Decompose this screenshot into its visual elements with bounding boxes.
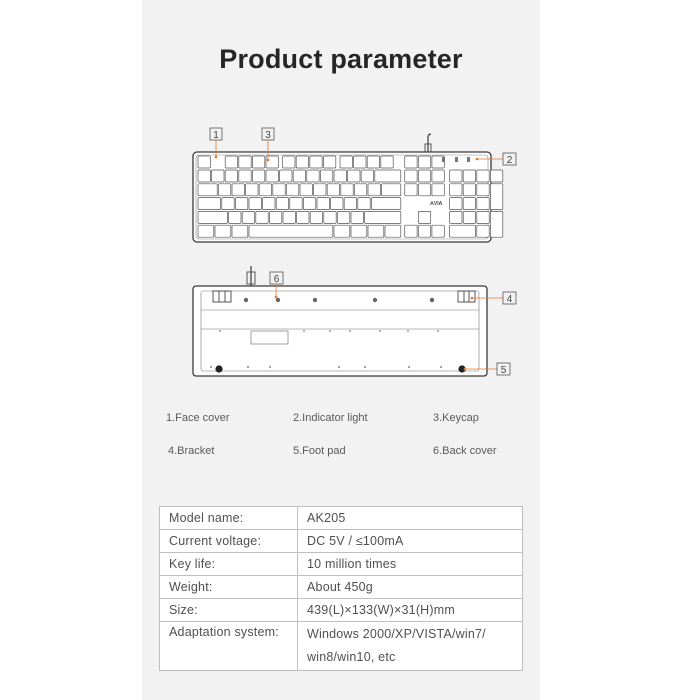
keycap [463, 170, 475, 182]
back-cover [193, 286, 487, 376]
keycap [293, 170, 305, 182]
keycap [324, 211, 336, 223]
keycap [249, 225, 333, 237]
keycap [323, 156, 335, 168]
keycap [344, 198, 356, 210]
keycap [212, 170, 224, 182]
keycap [381, 156, 393, 168]
spec-value [298, 622, 523, 671]
keycap [317, 198, 329, 210]
keycap [385, 225, 401, 237]
keycap [303, 198, 315, 210]
table-row [160, 576, 523, 599]
keycap [259, 184, 271, 196]
keycap [371, 198, 400, 210]
keycap [246, 184, 258, 196]
spec-value: About 450g [298, 576, 523, 599]
spec-value-line: win8/win10, etc [307, 650, 396, 664]
keycap [477, 170, 489, 182]
keycap [477, 211, 489, 223]
keycap [341, 184, 353, 196]
spec-label: Size: [160, 599, 298, 622]
keycap [222, 198, 234, 210]
foot-pad-left [215, 365, 222, 372]
legend-keycap: 3.Keycap [433, 412, 479, 424]
keycap [405, 156, 417, 168]
keycap [432, 184, 444, 196]
keycap [477, 225, 489, 237]
keycap [310, 156, 322, 168]
keycap [382, 184, 401, 196]
table-row [160, 507, 523, 530]
keycap [348, 170, 360, 182]
keycap [300, 184, 312, 196]
keycap [263, 198, 275, 210]
keycap [354, 184, 366, 196]
keycap [198, 170, 210, 182]
keycap [418, 170, 430, 182]
keycap [198, 211, 227, 223]
keycap [490, 211, 502, 237]
legend-foot-pad: 5.Foot pad [293, 445, 346, 457]
keycap [351, 225, 367, 237]
keycap [296, 156, 308, 168]
keycap [198, 225, 214, 237]
keycap [252, 156, 264, 168]
spec-label: Current voltage: [160, 530, 298, 553]
keycap [215, 225, 231, 237]
keycap [229, 211, 241, 223]
keycap [225, 170, 237, 182]
keycap [232, 225, 248, 237]
keycap [269, 211, 281, 223]
keycap [432, 225, 444, 237]
keycap [351, 211, 363, 223]
spec-value: 439(L)×133(W)×31(H)mm [298, 599, 523, 622]
keycap [283, 156, 295, 168]
keycap [450, 225, 476, 237]
keycap [418, 211, 430, 223]
keycap [463, 211, 475, 223]
keycap [450, 170, 462, 182]
svg-text:2: 2 [506, 155, 513, 166]
svg-text:5: 5 [500, 365, 507, 376]
keycap [198, 156, 210, 168]
keycap [450, 198, 462, 210]
keycap [225, 156, 237, 168]
keycap [232, 184, 244, 196]
keycap [314, 184, 326, 196]
keycap [334, 225, 350, 237]
keycap [242, 211, 254, 223]
table-row [160, 530, 523, 553]
svg-text:6: 6 [273, 274, 280, 285]
keycap [361, 170, 373, 182]
keycap [266, 170, 278, 182]
keycap [307, 170, 319, 182]
keycap [286, 184, 298, 196]
spec-label: Weight: [160, 576, 298, 599]
keycap [235, 198, 247, 210]
spec-table [159, 506, 523, 671]
svg-text:1: 1 [213, 130, 219, 141]
keycap [337, 211, 349, 223]
legend-face-cover: 1.Face cover [166, 412, 230, 424]
keycap [358, 198, 370, 210]
keycap [218, 184, 230, 196]
keycap [331, 198, 343, 210]
keycap [297, 211, 309, 223]
keycap [290, 198, 302, 210]
keycap [375, 170, 401, 182]
keycap [198, 198, 221, 210]
table-row [160, 553, 523, 576]
keycap [368, 225, 384, 237]
svg-text:3: 3 [265, 130, 271, 141]
keycap [368, 184, 380, 196]
legend-bracket: 4.Bracket [168, 445, 215, 457]
keycap [310, 211, 322, 223]
keycap [405, 170, 417, 182]
keycap [418, 225, 430, 237]
brand-logo: ꓥVIA [430, 201, 443, 207]
keycap [450, 211, 462, 223]
spec-label: Model name: [160, 507, 298, 530]
keycap [463, 184, 475, 196]
keycap [252, 170, 264, 182]
keycap [327, 184, 339, 196]
keycap [490, 184, 502, 210]
spec-value: 10 million times [298, 553, 523, 576]
page-title: Product parameter [219, 44, 463, 74]
keycap [239, 156, 251, 168]
legend-indicator-light: 2.Indicator light [293, 412, 368, 424]
keycap [490, 170, 502, 182]
keycap [249, 198, 261, 210]
keycap [320, 170, 332, 182]
keycap [405, 184, 417, 196]
table-row [160, 622, 523, 671]
keycap [239, 170, 251, 182]
spec-value: DC 5V / ≤100mA [298, 530, 523, 553]
keycap [276, 198, 288, 210]
keycap [273, 184, 285, 196]
keycap [367, 156, 379, 168]
keycap [477, 198, 489, 210]
keycap [450, 184, 462, 196]
keycap [283, 211, 295, 223]
keycap [418, 156, 430, 168]
spec-label: Adaptation system: [160, 622, 298, 671]
keycap [365, 211, 401, 223]
spec-value: AK205 [298, 507, 523, 530]
keyboard-bottom-view [193, 266, 487, 376]
keyboard-top-view [193, 134, 503, 242]
table-row [160, 599, 523, 622]
keycap [340, 156, 352, 168]
svg-text:4: 4 [506, 294, 513, 305]
keycap [405, 225, 417, 237]
spec-label: Key life: [160, 553, 298, 576]
keycap [477, 184, 489, 196]
legend-back-cover: 6.Back cover [433, 445, 497, 457]
keycap [280, 170, 292, 182]
keycap [418, 184, 430, 196]
keycap [334, 170, 346, 182]
keycap [463, 198, 475, 210]
keycap [432, 170, 444, 182]
keycap [354, 156, 366, 168]
keycap [256, 211, 268, 223]
spec-value-line: Windows 2000/XP/VISTA/win7/ [307, 627, 486, 641]
keycap [198, 184, 217, 196]
